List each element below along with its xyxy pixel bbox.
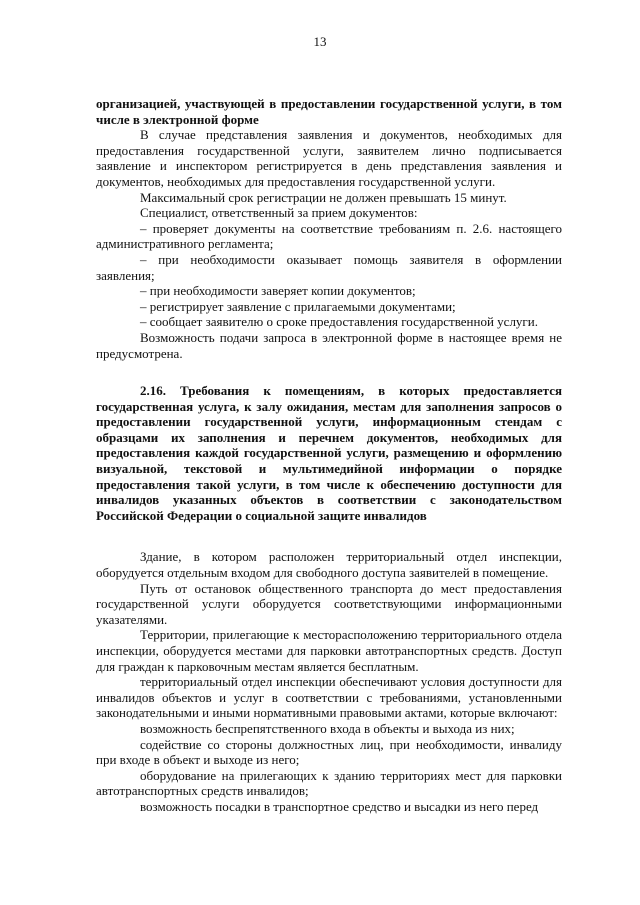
list-item: – сообщает заявителю о сроке предоставления государственной услуги. — [140, 314, 538, 330]
paragraph: содействие со стороны должностных лиц, при необходимости, инвалиду при входе в объект и выходе из него; — [96, 736, 562, 768]
list-item: – регистрирует заявление с прилагаемыми документами; — [140, 298, 456, 314]
page-number: 13 — [313, 34, 327, 49]
top-heading: организацией, участвующей в предоставлении государственной услуги, в том числе в электронной форме — [96, 96, 562, 127]
spacer — [96, 361, 562, 383]
paragraph: возможность посадки в транспортное средство и высадки из него перед — [140, 798, 539, 814]
list-item: – при необходимости оказывает помощь заявителя в оформлении заявления; — [96, 251, 562, 283]
paragraph: Специалист, ответственный за прием документов: — [140, 205, 418, 221]
list-item: – проверяет документы на соответствие требованиям п. 2.6. настоящего административного регламента; — [96, 220, 562, 252]
paragraph: Здание, в котором расположен территориальный отдел инспекции, оборудуется отдельным входом для свободного доступа заявителей в помещение. — [96, 549, 562, 581]
paragraph: оборудование на прилегающих к зданию территориях мест для парковки автотранспортных средств инвалидов; — [96, 767, 562, 799]
section-heading: 2.16. Требования к помещениям, в которых предоставляется государственная услуга, к залу ожидания, местам для заполнения запросов о предоставлении государственной услуги, информационным стендам с образцами их заполнения и перечнем документов, необходимых для предоставления каждой государственной услуги, размещению и оформлению визуальной, текстовой и мультимедийной информации о порядке предоставления такой услуги, в том числе к обеспечению доступности для инвалидов указанных объектов в соответствии с законодательством Российской Федерации о социальной защите инвалидов — [96, 383, 562, 523]
paragraph: возможность беспрепятственного входа в объекты и выхода из них; — [140, 720, 515, 736]
paragraph: территориальный отдел инспекции обеспечивают условия доступности для инвалидов объектов и услуг в соответствии с требованиями, установленными законодательными и иными нормативными правовыми актами, которые включают: — [96, 674, 562, 721]
paragraph: Территории, прилегающие к месторасположению территориального отдела инспекции, оборудуется местами для парковки автотранспортных средств. Доступ для граждан к парковочным местам является бесплатным. — [96, 627, 562, 674]
list-item: – при необходимости заверяет копии документов; — [140, 283, 416, 299]
paragraph: Возможность подачи запроса в электронной форме в настоящее время не предусмотрена. — [96, 329, 562, 361]
paragraph: Максимальный срок регистрации не должен превышать 15 минут. — [140, 189, 507, 205]
paragraph: Путь от остановок общественного транспорта до мест предоставления государственной услуги оборудуется соответствующими информационными указателями. — [96, 580, 562, 627]
spacer — [96, 523, 562, 549]
paragraph: В случае представления заявления и документов, необходимых для предоставления государственной услуги, заявителем лично подписывается заявление и инспектором регистрируется в день представления заявления и документов, необходимых для предоставления государственной услуги. — [96, 127, 562, 189]
document-body — [96, 96, 562, 815]
